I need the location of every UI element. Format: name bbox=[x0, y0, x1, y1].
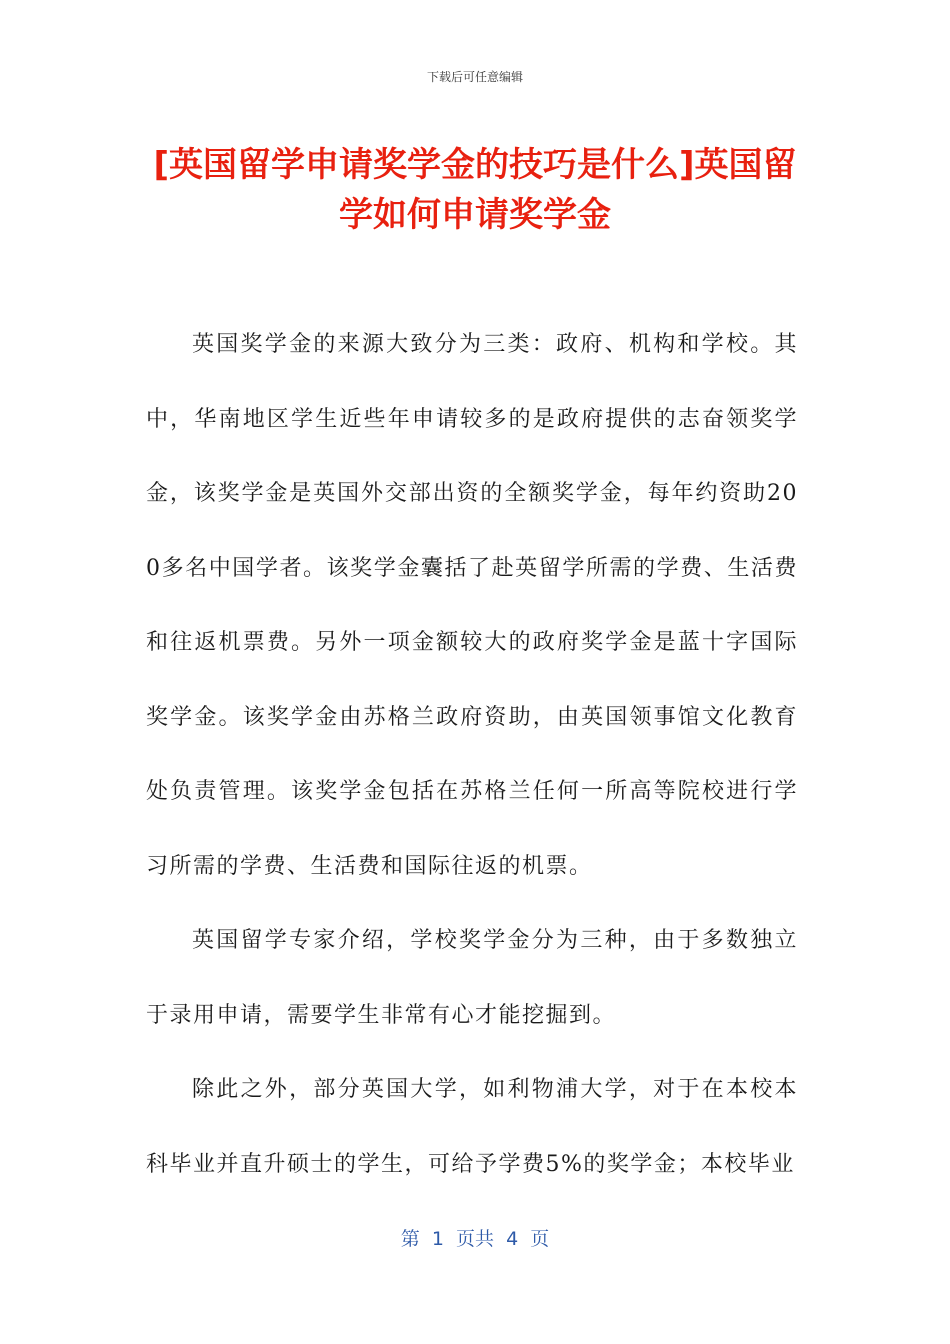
paragraph: 英国奖学金的来源大致分为三类：政府、机构和学校。其中，华南地区学生近些年申请较多的是政府提供的志奋领奖学金，该奖学金是英国外交部出资的全额奖学金，每年约资助200多名中国学者。该奖学金囊括了赴英留学所需的学费、生活费和往返机票费。另外一项金额较大的政府奖学金是蓝十字国际奖学金。该奖学金由苏格兰政府资助，由英国领事馆文化教育处负责管理。该奖学金包括在苏格兰任何一所高等院校进行学习所需的学费、生活费和国际往返的机票。 bbox=[146, 332, 798, 879]
paragraph: 除此之外，部分英国大学，如利物浦大学，对于在本校本科毕业并直升硕士的学生，可给予学费5%的奖学金；本校毕业 bbox=[146, 1077, 798, 1177]
page-header-note: 下载后可任意编辑 bbox=[426, 70, 523, 84]
page-number-footer: 第 1 页共 4 页 bbox=[400, 1228, 550, 1250]
document-title: [英国留学申请奖学金的技巧是什么]英国留学如何申请奖学金 bbox=[153, 145, 797, 235]
document-body bbox=[146, 308, 798, 1202]
paragraph: 英国留学专家介绍，学校奖学金分为三种，由于多数独立于录用申请，需要学生非常有心才能挖掘到。 bbox=[146, 928, 798, 1028]
